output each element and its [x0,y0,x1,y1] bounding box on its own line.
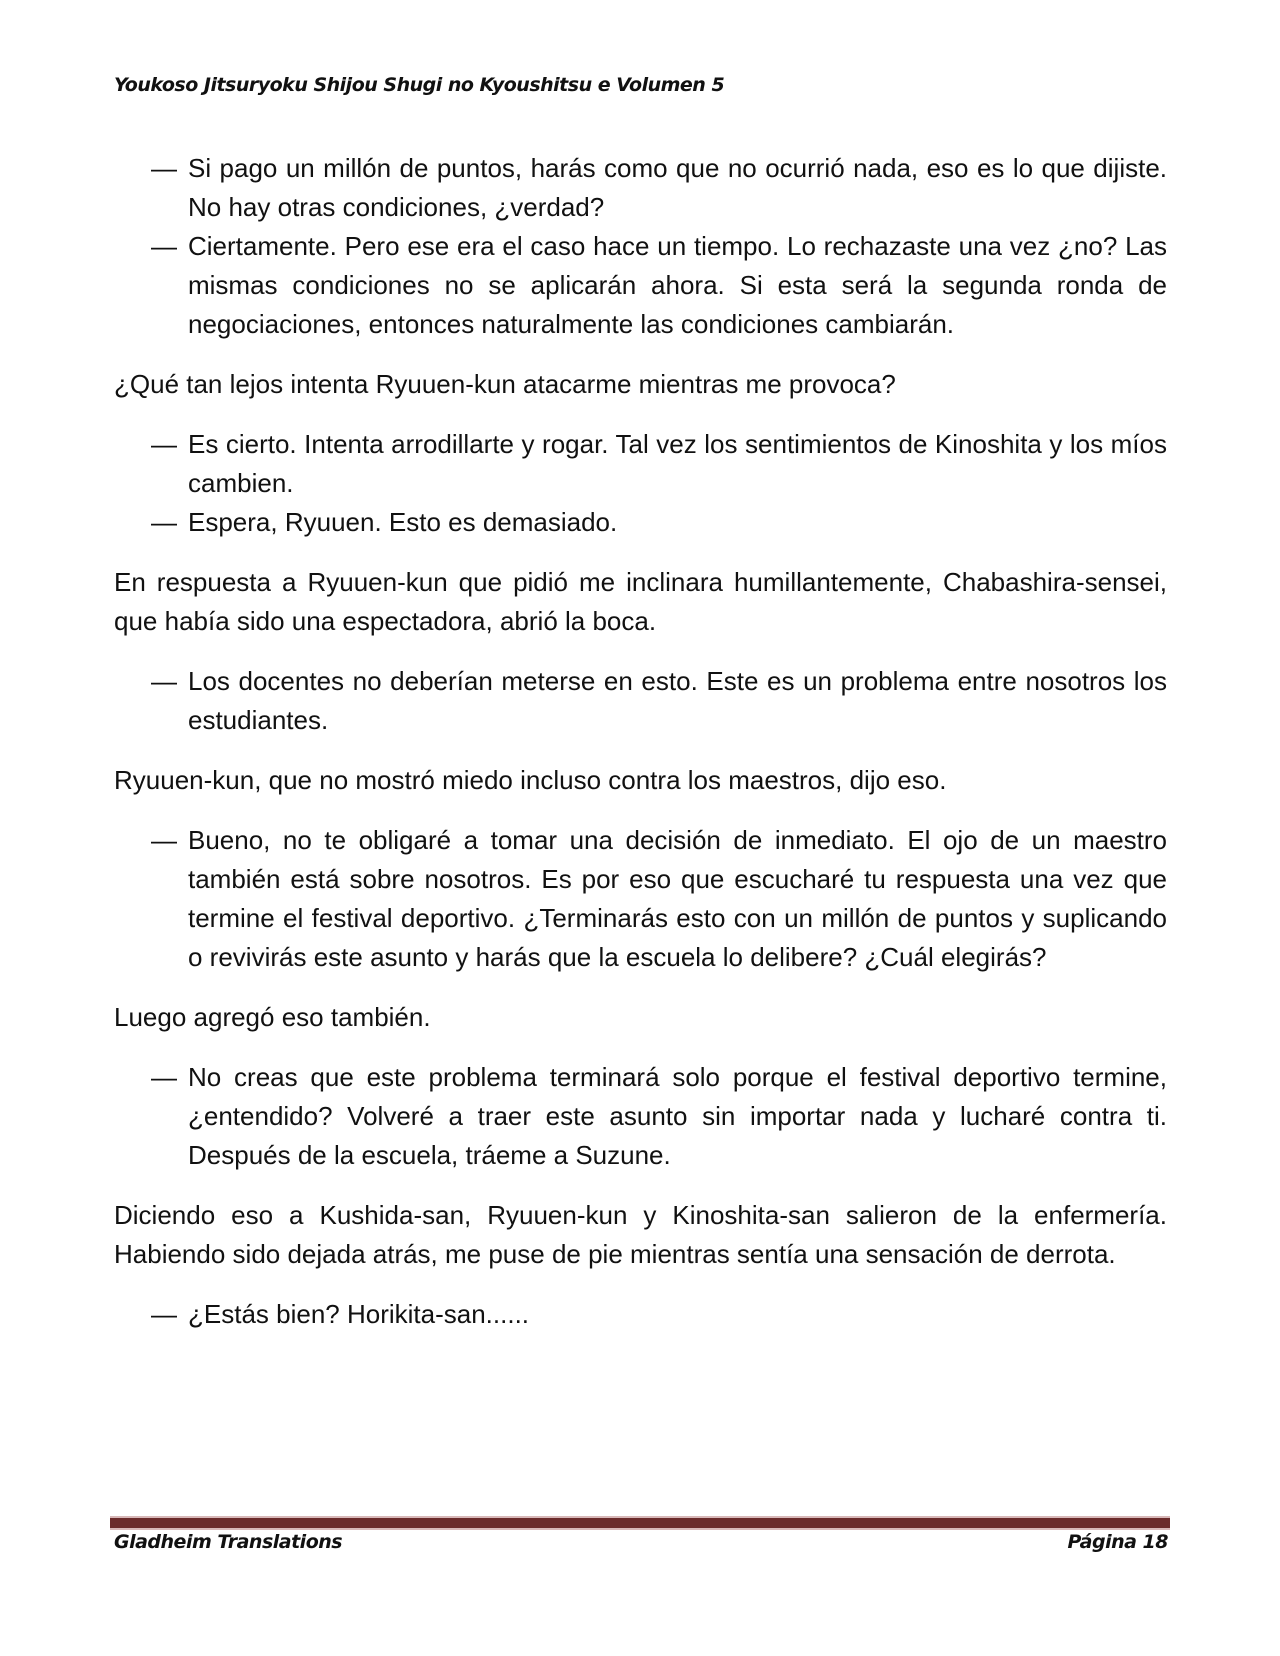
dialogue-line [114,662,1167,740]
dialogue-text: Espera, Ryuuen. Esto es demasiado. [188,507,618,537]
narration-paragraph: Luego agregó eso también. [114,1002,431,1032]
dialogue-group [114,662,1167,740]
dialogue-line [114,1295,1167,1334]
dialogue-line [114,821,1167,977]
dialogue-text: Es cierto. Intenta arrodillarte y rogar. Tal vez los sentimientos de Kinoshita y los míos cambien. [188,429,1167,498]
dialogue-text: No creas que este problema terminará solo porque el festival deportivo termine, ¿entendido? Volveré a traer este asunto sin importar nada y lucharé contra ti. Después de la escuela, tráeme a Suzune. [188,1062,1167,1170]
em-dash: — [151,429,177,459]
page-number: Página 18 [1067,1531,1168,1553]
narration-paragraph: En respuesta a Ryuuen-kun que pidió me inclinara humillantemente, Chabashira-sensei, que había sido una espectadora, abrió la boca. [114,567,1167,636]
em-dash: — [151,1062,177,1092]
footer-rule [110,1516,1170,1530]
dialogue-group [114,1295,1167,1334]
em-dash: — [151,231,177,261]
em-dash: — [151,507,177,537]
footer-translator: Gladheim Translations [114,1531,343,1553]
page-body [114,149,1167,1355]
dialogue-line [114,425,1167,503]
em-dash: — [151,153,177,183]
dialogue-line [114,1058,1167,1175]
dialogue-group [114,821,1167,977]
dialogue-line [114,149,1167,227]
em-dash: — [151,1299,177,1329]
narration-paragraph: Diciendo eso a Kushida-san, Ryuuen-kun y Kinoshita-san salieron de la enfermería. Habiendo sido dejada atrás, me puse de pie mientras sentía una sensación de derrota. [114,1200,1167,1269]
narration-paragraph: ¿Qué tan lejos intenta Ryuuen-kun atacarme mientras me provoca? [114,369,896,399]
em-dash: — [151,666,177,696]
em-dash: — [151,825,177,855]
dialogue-line [114,503,1167,542]
dialogue-text: Los docentes no deberían meterse en esto. Este es un problema entre nosotros los estudiantes. [188,666,1167,735]
dialogue-group [114,425,1167,542]
dialogue-text: Si pago un millón de puntos, harás como que no ocurrió nada, eso es lo que dijiste. No hay otras condiciones, ¿verdad? [188,153,1167,222]
dialogue-text: Bueno, no te obligaré a tomar una decisión de inmediato. El ojo de un maestro también está sobre nosotros. Es por eso que escucharé tu respuesta una vez que termine el festival deportivo. ¿Terminarás esto con un millón de puntos y suplicando o revivirás este asunto y harás que la escuela lo delibere? ¿Cuál elegirás? [188,825,1167,972]
dialogue-group [114,1058,1167,1175]
narration-paragraph: Ryuuen-kun, que no mostró miedo incluso contra los maestros, dijo eso. [114,765,947,795]
dialogue-line [114,227,1167,344]
dialogue-group [114,149,1167,344]
dialogue-text: Ciertamente. Pero ese era el caso hace un tiempo. Lo rechazaste una vez ¿no? Las mismas condiciones no se aplicarán ahora. Si esta será la segunda ronda de negociaciones, entonces naturalmente las condiciones cambiarán. [188,231,1167,339]
running-header: Youkoso Jitsuryoku Shijou Shugi no Kyoushitsu e Volumen 5 [114,74,725,96]
dialogue-text: ¿Estás bien? Horikita-san...... [188,1299,530,1329]
